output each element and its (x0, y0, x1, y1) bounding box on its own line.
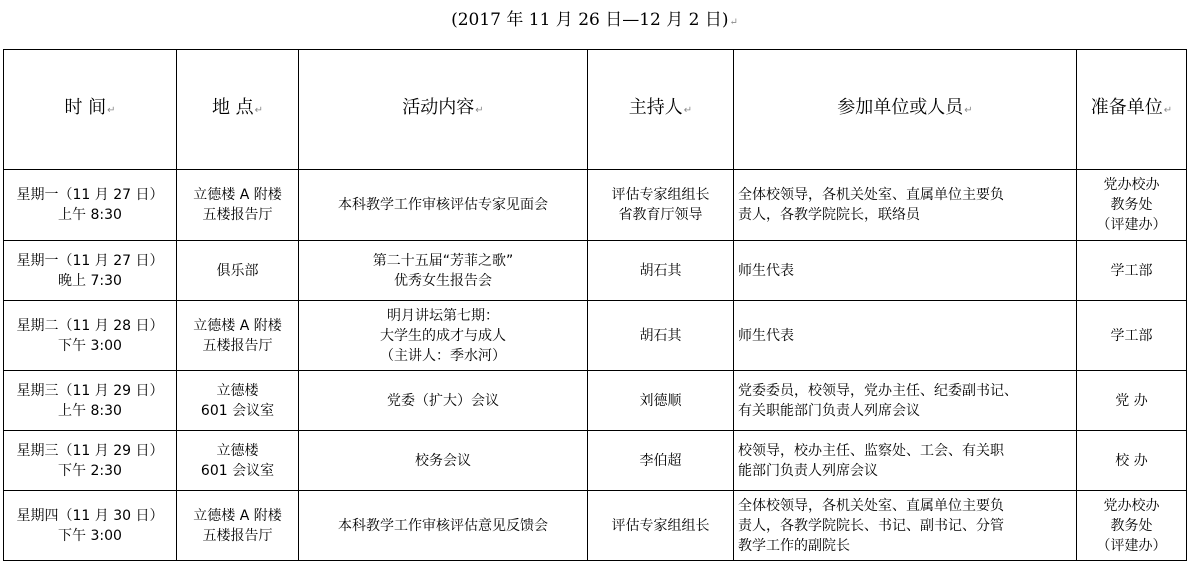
content-cell-line: 党委（扩大）会议 (387, 392, 499, 409)
prep-unit-cell (1077, 301, 1187, 371)
participants-cell-line: 全体校领导，各机关处室、直属单位主要负 (738, 187, 1004, 203)
header-prep-unit: 准备单位↵ (1077, 50, 1187, 170)
place-cell-line: 五楼报告厅 (202, 207, 273, 223)
host-cell-line: 刘德顺 (639, 392, 682, 409)
header-content: 活动内容↵ (299, 50, 588, 170)
time-cell (4, 301, 177, 371)
prep-unit-cell-line: 党办校办 (1103, 497, 1160, 514)
content-cell-line: 校务会议 (415, 452, 471, 469)
prep-unit-cell (1077, 491, 1187, 561)
prep-unit-cell (1077, 371, 1187, 431)
content-cell-line: 大学生的成才与成人 (380, 327, 506, 344)
participants-cell (734, 491, 1077, 561)
participants-cell-line: 师生代表 (738, 262, 794, 279)
header-host: 主持人↵ (588, 50, 734, 170)
participants-cell (734, 431, 1077, 491)
participants-cell (734, 371, 1077, 431)
time-cell-line: 上午 8:30 (58, 402, 122, 419)
content-cell (299, 491, 588, 561)
place-cell (177, 241, 299, 301)
participants-cell-line: 党委委员，校领导，党办主任、纪委副书记、 (738, 382, 1018, 399)
participants-cell-line: 责人，各教学院院长，联络员 (738, 207, 920, 223)
content-cell-line: 优秀女生报告会 (394, 272, 492, 289)
table-row (4, 241, 1187, 301)
content-cell-line: （主讲人：季水河） (380, 347, 506, 364)
prep-unit-cell-line: 校 办 (1115, 452, 1148, 469)
place-cell-line: 立德楼 (216, 382, 259, 399)
weekly-schedule-table (3, 49, 1187, 561)
participants-cell-line: 责人，各教学院院长、书记、副书记、分管 (738, 517, 1004, 534)
table-row (4, 491, 1187, 561)
place-cell-line: 五楼报告厅 (202, 337, 273, 354)
place-cell-line: 601 会议室 (200, 402, 275, 419)
time-cell-line: 星期三（11 月 29 日） (16, 442, 164, 459)
time-cell-line: 星期三（11 月 29 日） (16, 382, 164, 399)
header-participants: 参加单位或人员↵ (734, 50, 1077, 170)
content-cell (299, 241, 588, 301)
table-row (4, 301, 1187, 371)
prep-unit-cell-line: 学工部 (1110, 327, 1153, 344)
participants-cell-line: 教学工作的副院长 (738, 537, 850, 554)
schedule-date-range: (2017 年 11 月 26 日—12 月 2 日)↵ (451, 10, 738, 30)
content-cell (299, 170, 588, 241)
content-cell-line: 本科教学工作审核评估意见反馈会 (338, 517, 548, 534)
participants-cell-line: 全体校领导，各机关处室、直属单位主要负 (738, 497, 1004, 514)
time-cell-line: 星期一（11 月 27 日） (16, 252, 164, 269)
host-cell (588, 170, 734, 241)
host-cell (588, 371, 734, 431)
prep-unit-cell-line: （评建办） (1096, 217, 1167, 233)
place-cell-line: 立德楼 A 附楼 (193, 507, 282, 524)
time-cell (4, 491, 177, 561)
place-cell-line: 601 会议室 (200, 462, 275, 479)
prep-unit-cell-line: 党办校办 (1103, 177, 1160, 193)
place-cell (177, 170, 299, 241)
participants-cell-line: 有关职能部门负责人列席会议 (738, 402, 920, 419)
host-cell-line: 胡石其 (639, 262, 682, 279)
time-cell-line: 下午 3:00 (58, 337, 122, 354)
place-cell-line: 立德楼 A 附楼 (193, 187, 282, 203)
header-place: 地 点↵ (177, 50, 299, 170)
host-cell-line: 李伯超 (639, 452, 682, 469)
content-cell-line: 本科教学工作审核评估专家见面会 (338, 197, 548, 213)
time-cell-line: 星期一（11 月 27 日） (16, 187, 164, 203)
place-cell (177, 491, 299, 561)
prep-unit-cell (1077, 170, 1187, 241)
time-cell (4, 371, 177, 431)
time-cell-line: 下午 3:00 (58, 527, 122, 544)
place-cell-line: 俱乐部 (216, 262, 259, 279)
host-cell (588, 301, 734, 371)
prep-unit-cell (1077, 431, 1187, 491)
time-cell-line: 上午 8:30 (58, 207, 122, 223)
time-cell-line: 下午 2:30 (58, 462, 122, 479)
host-cell-line: 胡石其 (639, 327, 682, 344)
header-row (4, 50, 1187, 170)
time-cell-line: 晚上 7:30 (58, 272, 122, 289)
participants-cell-line: 校领导，校办主任、监察处、工会、有关职 (738, 442, 1004, 459)
place-cell-line: 立德楼 (216, 442, 259, 459)
header-time: 时 间↵ (4, 50, 177, 170)
host-cell-line: 评估专家组组长 (611, 187, 710, 203)
content-cell (299, 301, 588, 371)
place-cell (177, 431, 299, 491)
content-cell-line: 第二十五届“芳菲之歌” (372, 252, 514, 269)
prep-unit-cell-line: 学工部 (1110, 262, 1153, 279)
content-cell-line: 明月讲坛第七期： (387, 307, 499, 324)
time-cell (4, 170, 177, 241)
content-cell (299, 431, 588, 491)
participants-cell (734, 241, 1077, 301)
time-cell (4, 241, 177, 301)
prep-unit-cell-line: 教务处 (1110, 517, 1153, 534)
time-cell (4, 431, 177, 491)
participants-cell (734, 170, 1077, 241)
participants-cell (734, 301, 1077, 371)
prep-unit-cell-line: （评建办） (1096, 537, 1167, 554)
host-cell (588, 491, 734, 561)
table-row (4, 371, 1187, 431)
host-cell-line: 省教育厅领导 (618, 207, 703, 223)
time-cell-line: 星期四（11 月 30 日） (16, 507, 164, 524)
participants-cell-line: 师生代表 (738, 327, 794, 344)
place-cell (177, 301, 299, 371)
table-row (4, 170, 1187, 241)
table-row (4, 431, 1187, 491)
place-cell-line: 立德楼 A 附楼 (193, 317, 282, 334)
time-cell-line: 星期二（11 月 28 日） (16, 317, 164, 334)
host-cell (588, 241, 734, 301)
place-cell-line: 五楼报告厅 (202, 527, 273, 544)
place-cell (177, 371, 299, 431)
prep-unit-cell-line: 党 办 (1115, 392, 1148, 409)
content-cell (299, 371, 588, 431)
host-cell (588, 431, 734, 491)
prep-unit-cell-line: 教务处 (1110, 197, 1153, 213)
participants-cell-line: 能部门负责人列席会议 (738, 462, 878, 479)
prep-unit-cell (1077, 241, 1187, 301)
host-cell-line: 评估专家组组长 (611, 517, 710, 534)
